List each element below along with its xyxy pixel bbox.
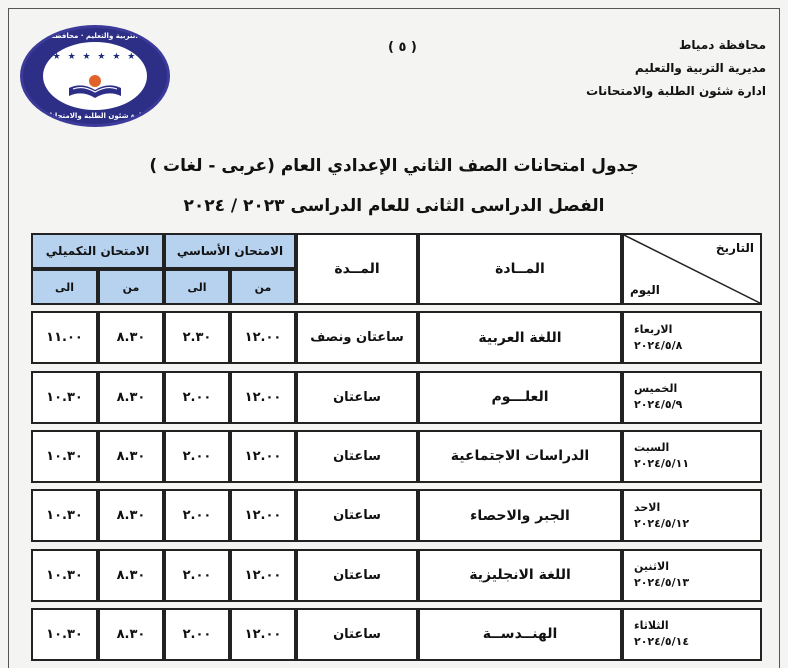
supp-to-cell: ١٠.٣٠	[31, 549, 98, 602]
book-icon	[65, 74, 125, 100]
subject-cell: اللغة الانجليزية	[418, 549, 622, 602]
subject-cell: العلـــوم	[418, 371, 622, 424]
supp-from-cell: ٨.٣٠	[98, 608, 164, 661]
day-cell: السبت	[634, 441, 670, 455]
duration-cell: ساعتان ونصف	[296, 311, 418, 364]
main-from-cell: ١٢.٠٠	[230, 311, 296, 364]
main-to-cell: ٢.٠٠	[164, 430, 230, 483]
day-cell: الثلاثاء	[634, 619, 669, 633]
page-number: ( ٥ )	[388, 40, 417, 55]
date-cell: ٢٠٢٤/٥/١٣	[634, 576, 690, 590]
governorate-label: محافظة دمياط	[678, 38, 766, 52]
date-cell: ٢٠٢٤/٥/١٤	[634, 635, 690, 649]
subject-cell: اللغة العربية	[418, 311, 622, 364]
date-day-header	[622, 233, 762, 305]
duration-header: المــدة	[296, 233, 418, 305]
supp-from-cell: ٨.٣٠	[98, 371, 164, 424]
supp-from-cell: ٨.٣٠	[98, 549, 164, 602]
duration-cell: ساعتان	[296, 608, 418, 661]
subject-cell: الجبر والاحصاء	[418, 489, 622, 542]
logo-stars: ★ ★ ★ ★ ★ ★	[52, 52, 138, 62]
duration-cell: ساعتان	[296, 489, 418, 542]
duration-cell: ساعتان	[296, 371, 418, 424]
table-row	[31, 311, 762, 364]
main-to-cell: ٢.٣٠	[164, 311, 230, 364]
table-row	[31, 549, 762, 602]
main-from-header: من	[230, 269, 296, 305]
directorate-label: مديرية التربية والتعليم	[634, 61, 766, 75]
supp-to-cell: ١٠.٣٠	[31, 430, 98, 483]
logo-top-text: مديرية التربية والتعليم · محافظة دمياط	[27, 32, 163, 40]
supp-exam-header: الامتحان التكميلي	[31, 233, 164, 269]
supp-from-cell: ٨.٣٠	[98, 430, 164, 483]
department-label: ادارة شئون الطلبة والامتحانات	[586, 84, 766, 98]
day-header: اليوم	[630, 283, 660, 298]
duration-cell: ساعتان	[296, 430, 418, 483]
main-exam-header: الامتحان الأساسي	[164, 233, 296, 269]
date-cell: ٢٠٢٤/٥/٨	[634, 338, 683, 352]
supp-to-cell: ١٠.٣٠	[31, 608, 98, 661]
main-to-cell: ٢.٠٠	[164, 608, 230, 661]
date-cell: ٢٠٢٤/٥/٩	[634, 398, 683, 412]
day-cell: الاحد	[634, 500, 661, 514]
subject-cell: الدراسات الاجتماعية	[418, 430, 622, 483]
main-to-cell: ٢.٠٠	[164, 549, 230, 602]
main-to-cell: ٢.٠٠	[164, 489, 230, 542]
main-from-cell: ١٢.٠٠	[230, 489, 296, 542]
table-row	[31, 371, 762, 424]
directorate-logo	[20, 25, 170, 127]
table-row	[31, 489, 762, 542]
table-row	[31, 608, 762, 661]
main-from-cell: ١٢.٠٠	[230, 371, 296, 424]
main-from-cell: ١٢.٠٠	[230, 549, 296, 602]
logo-bottom-text: ادارة شئون الطلبة والامتحانات	[42, 112, 148, 120]
supp-to-cell: ١٠.٣٠	[31, 489, 98, 542]
duration-cell: ساعتان	[296, 549, 418, 602]
supp-from-cell: ٨.٣٠	[98, 489, 164, 542]
supp-to-cell: ١٠.٣٠	[31, 371, 98, 424]
subject-header: المــادة	[418, 233, 622, 305]
logo-center	[43, 42, 147, 110]
supp-from-header: من	[98, 269, 164, 305]
main-to-header: الى	[164, 269, 230, 305]
supp-to-header: الى	[31, 269, 98, 305]
supp-from-cell: ٨.٣٠	[98, 311, 164, 364]
schedule-title: جدول امتحانات الصف الثاني الإعدادي العام (عربى - لغات )	[149, 156, 639, 176]
supp-to-cell: ١١.٠٠	[31, 311, 98, 364]
table-row	[31, 430, 762, 483]
main-to-cell: ٢.٠٠	[164, 371, 230, 424]
day-cell: الاثنين	[634, 560, 669, 574]
exam-schedule-table	[31, 233, 762, 661]
header-block	[586, 38, 766, 107]
main-from-cell: ١٢.٠٠	[230, 430, 296, 483]
main-from-cell: ١٢.٠٠	[230, 608, 296, 661]
subject-cell: الهنــدســة	[418, 608, 622, 661]
date-cell: ٢٠٢٤/٥/١٢	[634, 516, 690, 530]
day-cell: الخميس	[634, 382, 678, 396]
date-cell: ٢٠٢٤/٥/١١	[634, 457, 690, 471]
date-header: التاريخ	[715, 241, 754, 255]
day-cell: الاربعاء	[634, 322, 673, 336]
term-title: الفصل الدراسى الثانى للعام الدراسى ٢٠٢٣ / ٢٠٢٤	[183, 196, 605, 216]
